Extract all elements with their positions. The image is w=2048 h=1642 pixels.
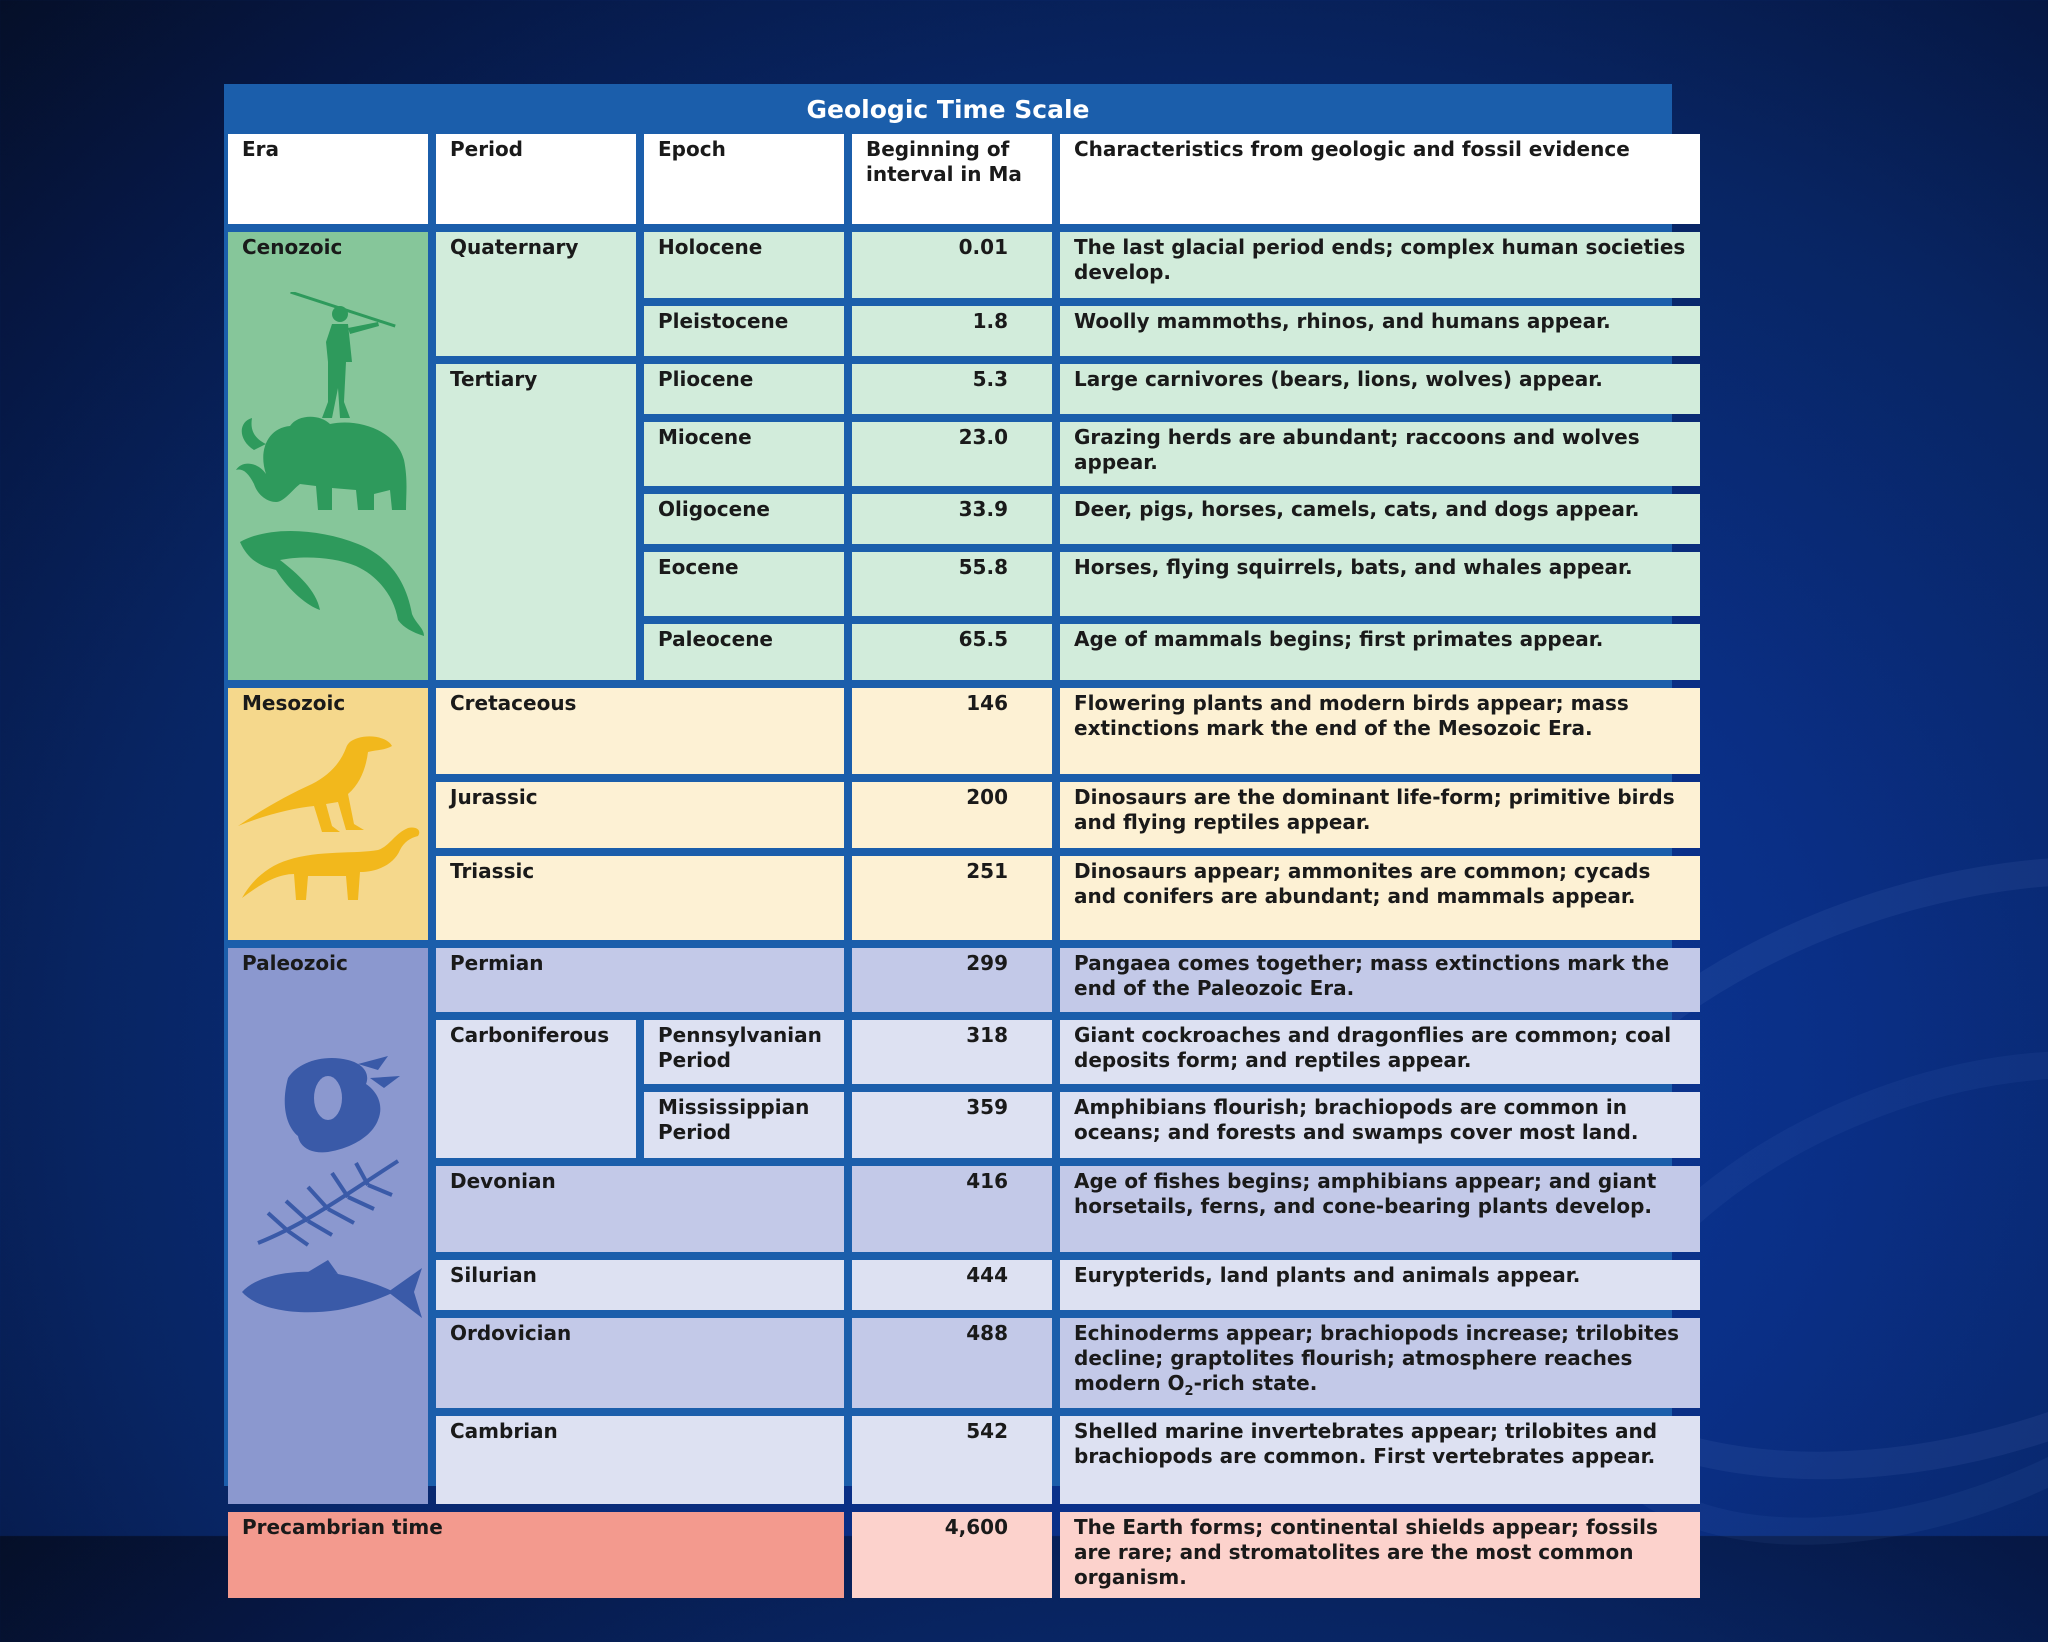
epoch-holocene: Holocene (644, 232, 844, 298)
table-title: Geologic Time Scale (806, 94, 1090, 124)
characteristics-jurassic: Dinosaurs are the dominant life-form; primitive birds and flying reptiles appear. (1060, 782, 1700, 848)
header-era: Era (228, 134, 428, 224)
era-label: Paleozoic (242, 951, 348, 975)
characteristics-devonian: Age of fishes begins; amphibians appear; and giant horsetails, ferns, and cone-bearing plants develop. (1060, 1166, 1700, 1252)
period-quaternary: Quaternary (436, 232, 636, 356)
characteristics-paleocene: Age of mammals begins; first primates appear. (1060, 624, 1700, 680)
beginning-devonian: 416 (852, 1166, 1052, 1252)
table-grid (228, 134, 1686, 1589)
characteristics-pennsylvanian: Giant cockroaches and dragonflies are common; coal deposits form; and reptiles appear. (1060, 1020, 1700, 1084)
beginning-triassic: 251 (852, 856, 1052, 940)
beginning-ordovician: 488 (852, 1318, 1052, 1408)
fish-icon (228, 1258, 428, 1328)
period-tertiary: Tertiary (436, 364, 636, 680)
beginning-miocene: 23.0 (852, 422, 1052, 486)
period-permian: Permian (436, 948, 844, 1012)
era-mesozoic (228, 688, 428, 940)
characteristics-silurian: Eurypterids, land plants and animals appear. (1060, 1260, 1700, 1310)
mammoth-icon (228, 410, 428, 515)
period-carboniferous: Carboniferous (436, 1020, 636, 1158)
beginning-pleistocene: 1.8 (852, 306, 1052, 356)
era-precambrian: Precambrian time (228, 1512, 844, 1598)
period-cretaceous: Cretaceous (436, 688, 844, 774)
beginning-oligocene: 33.9 (852, 494, 1052, 544)
epoch-mississippian: Mississippian Period (644, 1092, 844, 1158)
characteristics-precambrian: The Earth forms; continental shields appear; fossils are rare; and stromatolites are the most common organism. (1060, 1512, 1700, 1598)
characteristics-permian: Pangaea comes together; mass extinctions mark the end of the Paleozoic Era. (1060, 948, 1700, 1012)
epoch-pleistocene: Pleistocene (644, 306, 844, 356)
epoch-eocene: Eocene (644, 552, 844, 616)
beginning-pliocene: 5.3 (852, 364, 1052, 414)
period-silurian: Silurian (436, 1260, 844, 1310)
epoch-oligocene: Oligocene (644, 494, 844, 544)
beginning-pennsylvanian: 318 (852, 1020, 1052, 1084)
epoch-pliocene: Pliocene (644, 364, 844, 414)
characteristics-pleistocene: Woolly mammoths, rhinos, and humans appear. (1060, 306, 1700, 356)
human-icon (228, 292, 428, 422)
beginning-cretaceous: 146 (852, 688, 1052, 774)
period-triassic: Triassic (436, 856, 844, 940)
era-paleozoic (228, 948, 428, 1504)
period-ordovician: Ordovician (436, 1318, 844, 1408)
sauropod-dinosaur-icon (228, 820, 428, 910)
beginning-permian: 299 (852, 948, 1052, 1012)
era-cenozoic (228, 232, 428, 680)
beginning-holocene: 0.01 (852, 232, 1052, 298)
beginning-cambrian: 542 (852, 1416, 1052, 1504)
beginning-precambrian: 4,600 (852, 1512, 1052, 1598)
characteristics-text: Echinoderms appear; brachiopods increase; trilobites decline; graptolites flourish; atmosphere reaches modern O (1074, 1321, 1680, 1395)
plant-fossil-icon (228, 1153, 428, 1253)
characteristics-holocene: The last glacial period ends; complex human societies develop. (1060, 232, 1700, 298)
beginning-silurian: 444 (852, 1260, 1052, 1310)
characteristics-ordovician (1060, 1318, 1700, 1408)
characteristics-oligocene: Deer, pigs, horses, camels, cats, and dogs appear. (1060, 494, 1700, 544)
header-beginning: Beginning of interval in Ma (852, 134, 1052, 224)
era-label: Cenozoic (242, 235, 343, 259)
epoch-paleocene: Paleocene (644, 624, 844, 680)
beginning-mississippian: 359 (852, 1092, 1052, 1158)
epoch-miocene: Miocene (644, 422, 844, 486)
characteristics-text: -rich state. (1193, 1371, 1318, 1395)
header-epoch: Epoch (644, 134, 844, 224)
trilobite-icon (228, 1048, 428, 1158)
epoch-pennsylvanian: Pennsylvanian Period (644, 1020, 844, 1084)
period-jurassic: Jurassic (436, 782, 844, 848)
whale-icon (228, 520, 428, 640)
period-cambrian: Cambrian (436, 1416, 844, 1504)
era-label: Mesozoic (242, 691, 346, 715)
characteristics-miocene: Grazing herds are abundant; raccoons and wolves appear. (1060, 422, 1700, 486)
header-characteristics: Characteristics from geologic and fossil evidence (1060, 134, 1700, 224)
period-devonian: Devonian (436, 1166, 844, 1252)
characteristics-triassic: Dinosaurs appear; ammonites are common; cycads and conifers are abundant; and mammals appear. (1060, 856, 1700, 940)
characteristics-pliocene: Large carnivores (bears, lions, wolves) appear. (1060, 364, 1700, 414)
geologic-time-scale-table (224, 84, 1686, 1589)
subscript-2: 2 (1184, 1384, 1194, 1399)
characteristics-cambrian: Shelled marine invertebrates appear; trilobites and brachiopods are common. First vertebrates appear. (1060, 1416, 1700, 1504)
header-period: Period (436, 134, 636, 224)
characteristics-eocene: Horses, flying squirrels, bats, and whales appear. (1060, 552, 1700, 616)
characteristics-mississippian: Amphibians flourish; brachiopods are common in oceans; and forests and swamps cover most land. (1060, 1092, 1700, 1158)
characteristics-cretaceous: Flowering plants and modern birds appear; mass extinctions mark the end of the Mesozoic Era. (1060, 688, 1700, 774)
beginning-paleocene: 65.5 (852, 624, 1052, 680)
beginning-jurassic: 200 (852, 782, 1052, 848)
beginning-eocene: 55.8 (852, 552, 1052, 616)
